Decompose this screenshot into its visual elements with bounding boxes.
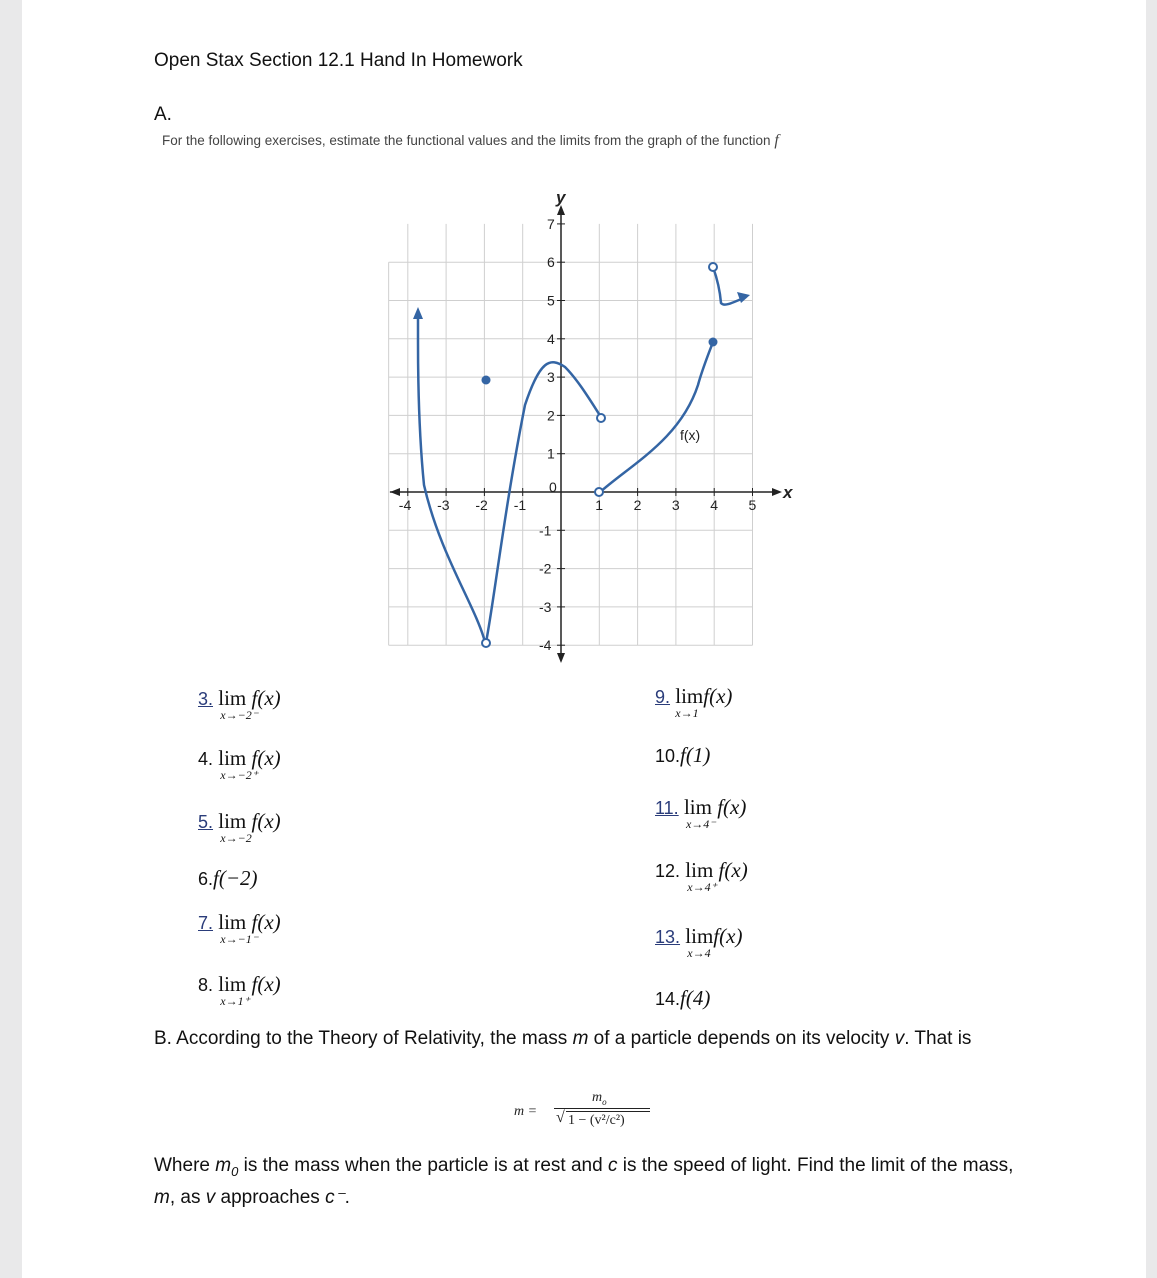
exercise-11 <box>655 795 747 831</box>
formula-numerator: $m_o$ <box>592 1090 607 1107</box>
x-tick-label: 0 <box>549 479 557 495</box>
exercise-9 <box>655 684 733 720</box>
y-axis-arrow-down <box>557 653 565 663</box>
y-tick-label: 1 <box>547 445 555 462</box>
lim: lim x→1 <box>675 684 704 720</box>
lim: lim x→4⁻ <box>683 795 716 831</box>
exercise-14 <box>655 986 710 1011</box>
exercise-number[interactable]: 7. <box>198 913 214 933</box>
curve-left-arrow <box>413 307 423 319</box>
filled-point-neg2-3 <box>482 376 491 385</box>
lim-fn: f(x) <box>251 910 281 934</box>
y-tick-label: -2 <box>539 560 552 577</box>
lim-fn: f(x) <box>251 746 281 770</box>
lim: lim x→−2⁻ <box>218 686 259 722</box>
m0: $m_0$ <box>215 1155 239 1179</box>
formula-fraction-bar <box>554 1108 650 1109</box>
lim-fn: f(x) <box>251 686 281 710</box>
lim-sub: x→−1⁻ <box>220 932 259 946</box>
lim-sub: x→−2 <box>220 831 252 845</box>
exercise-number[interactable]: 3. <box>198 689 214 709</box>
y-axis-label: y <box>556 188 566 207</box>
section-b-question: Where $m_0$ is the mass when the particle is at rest and c is the speed of light. Find the limit of the mass, m, as v approaches c⁻. <box>154 1155 1014 1208</box>
function-graph <box>380 185 800 675</box>
instructions-text: For the following exercises, estimate the functional values and the limits from the graph of the function <box>162 133 771 148</box>
open-point-neg2-neg4 <box>482 639 490 647</box>
exercise-number: 12. <box>655 861 681 881</box>
x-tick-label: 3 <box>671 497 680 513</box>
lim-fn: f(x) <box>703 684 733 708</box>
exercise-5 <box>198 809 281 845</box>
lim-fn: f(x) <box>251 809 281 833</box>
lim-fn: f(x) <box>251 972 281 996</box>
exercise-10 <box>655 743 710 768</box>
section-b-intro: B. According to the Theory of Relativity, the mass m of a particle depends on its velocity v. That is <box>154 1028 972 1049</box>
page-title: Open Stax Section 12.1 Hand In Homework <box>154 50 523 71</box>
lim-sub: x→−2⁺ <box>220 768 259 782</box>
lim-sub: x→4⁺ <box>687 880 717 894</box>
exercise-number: 6. <box>198 869 214 889</box>
sqrt-icon: √ <box>556 1109 565 1126</box>
exercise-number: 4. <box>198 749 214 769</box>
exercise-6 <box>198 866 258 891</box>
y-tick-label: 4 <box>547 330 555 347</box>
lim-sub: x→1⁺ <box>220 994 250 1008</box>
exercise-number: 10. <box>655 746 681 766</box>
lim: lim x→−2 <box>218 809 252 845</box>
y-tick-label: 7 <box>547 215 555 232</box>
formula-denominator: 1 − (v²/c²) <box>568 1113 625 1128</box>
x-axis-arrow <box>772 488 782 496</box>
x-tick-label: 2 <box>633 497 642 513</box>
value-fn: f(1) <box>680 743 711 767</box>
lim-sub: x→1 <box>675 706 699 720</box>
instructions-fn: f <box>774 132 779 149</box>
y-tick-label: -1 <box>539 522 552 539</box>
lim-sub: x→4⁻ <box>685 817 716 831</box>
exercise-number[interactable]: 5. <box>198 812 214 832</box>
curve-label: f(x) <box>680 427 701 443</box>
curve-right <box>599 342 713 493</box>
graph-curve <box>418 267 746 642</box>
exercise-number[interactable]: 11. <box>655 798 679 818</box>
x-tick-label: 5 <box>748 497 757 513</box>
y-tick-label: 3 <box>547 369 555 386</box>
x-tick-label: -4 <box>398 497 412 513</box>
formula-lhs: m = <box>514 1104 538 1119</box>
open-point-1-2 <box>597 414 605 422</box>
open-point-4-6 <box>709 263 717 271</box>
filled-point-4-4 <box>709 338 718 347</box>
exercise-8 <box>198 972 281 1008</box>
open-point-1-0 <box>595 488 603 496</box>
lim: lim x→4 <box>685 924 714 960</box>
x-tick-label: -2 <box>475 497 488 513</box>
exercise-number: 8. <box>198 975 214 995</box>
x-tick-label: 1 <box>595 497 604 513</box>
exercise-3 <box>198 686 281 722</box>
section-a-heading: A. <box>154 104 172 125</box>
lim-fn: f(x) <box>717 795 747 819</box>
x-axis-arrow-left <box>390 488 400 496</box>
value-fn: f(−2) <box>213 866 258 890</box>
lim: lim x→1⁺ <box>218 972 250 1008</box>
lim-fn: f(x) <box>713 924 743 948</box>
exercise-7 <box>198 910 281 946</box>
lim: lim x→−2⁺ <box>218 746 259 782</box>
x-tick-label: -1 <box>513 497 527 513</box>
graph-axes <box>390 205 782 663</box>
instructions <box>162 132 779 150</box>
graph-ticks <box>399 216 757 653</box>
lim-fn: f(x) <box>718 858 748 882</box>
x-axis-label: x <box>783 483 793 502</box>
y-tick-label: -4 <box>539 637 552 654</box>
y-tick-label: -3 <box>539 598 552 615</box>
lim-sub: x→4 <box>687 946 711 960</box>
y-tick-label: 2 <box>547 407 555 424</box>
exercise-13 <box>655 924 743 960</box>
exercise-4 <box>198 746 281 782</box>
lim-sub: x→−2⁻ <box>220 708 259 722</box>
lim: lim x→4⁺ <box>685 858 717 894</box>
curve-left-down <box>418 311 485 642</box>
x-tick-label: -3 <box>437 497 450 513</box>
x-tick-label: 4 <box>710 497 718 513</box>
y-tick-label: 6 <box>547 254 555 271</box>
sqrt-bar <box>566 1111 650 1112</box>
exercise-number: 14. <box>655 989 681 1009</box>
exercise-12 <box>655 858 748 894</box>
exercise-number[interactable]: 13. <box>655 927 681 947</box>
lim: lim x→−1⁻ <box>218 910 259 946</box>
exercise-number[interactable]: 9. <box>655 687 671 707</box>
y-tick-label: 5 <box>547 292 555 309</box>
value-fn: f(4) <box>680 986 711 1010</box>
